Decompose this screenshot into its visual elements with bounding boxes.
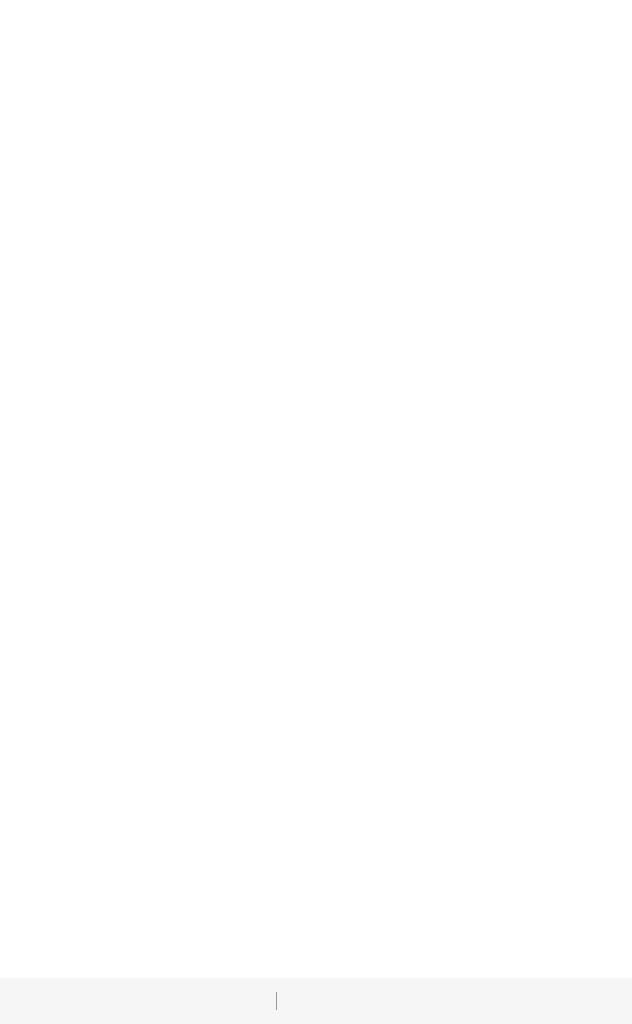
logo-divider [276,992,277,1010]
page-footer [0,978,632,1024]
brand-logo [270,992,283,1010]
